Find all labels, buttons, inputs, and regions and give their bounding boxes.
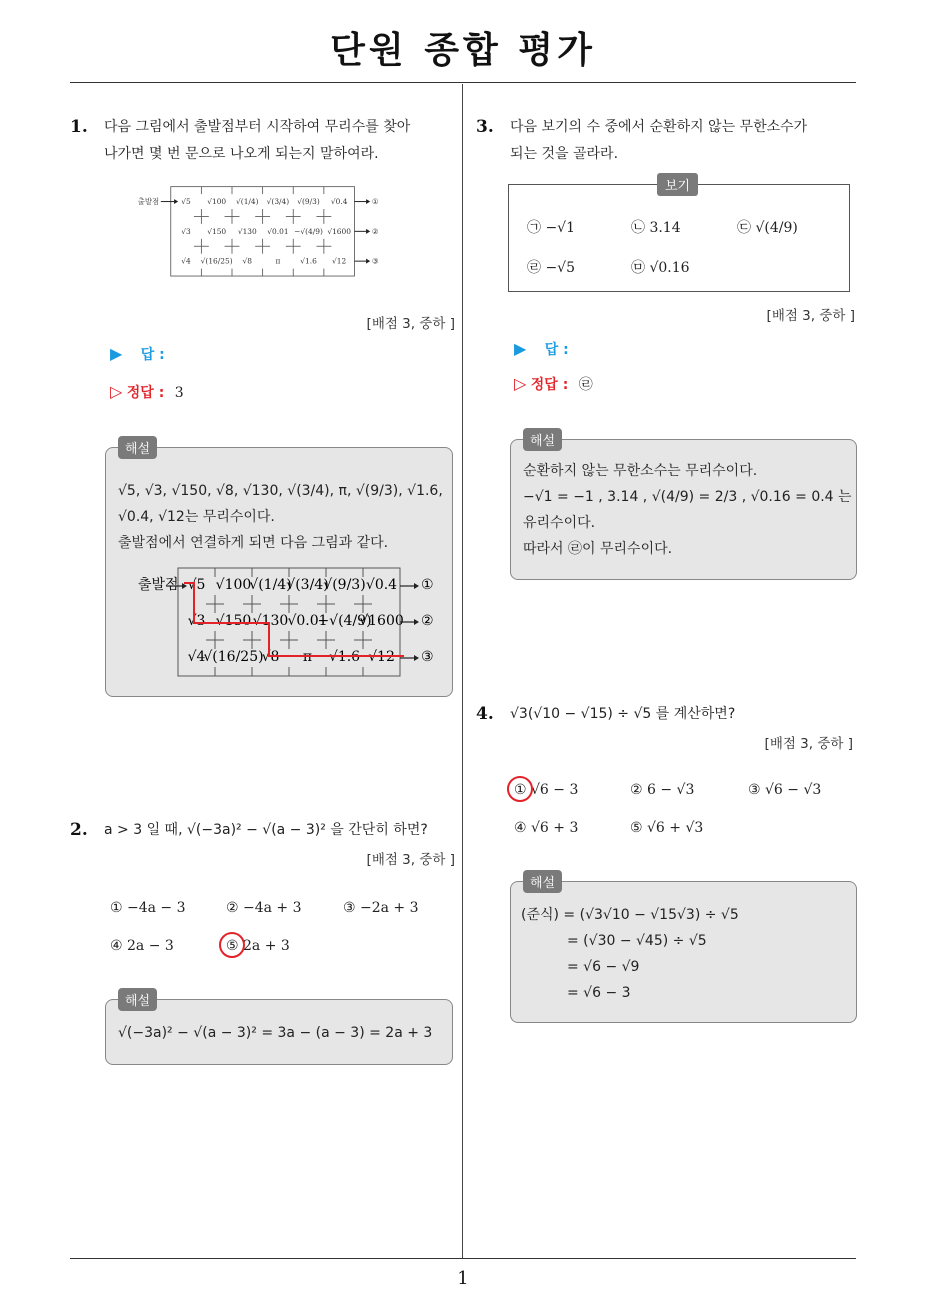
q3-bogi-5: ㉤ √0.16 bbox=[631, 260, 690, 276]
q3-expl-line1: 순환하지 않는 무한소수는 무리수이다. bbox=[523, 463, 758, 479]
q2-expl: √(−3a)² − √(a − 3)² = 3a − (a − 3) = 2a + 3 bbox=[118, 1025, 433, 1041]
q1-number: 1. bbox=[70, 117, 88, 137]
q4-choice-1[interactable]: ① √6 − 3 bbox=[514, 782, 579, 798]
q3-expl-line3: 유리수이다. bbox=[523, 515, 596, 531]
q3-bogi-box bbox=[508, 179, 850, 292]
maze-start-label: 출발점 bbox=[138, 577, 179, 593]
q2-choice-3[interactable]: ③ −2a + 3 bbox=[343, 900, 419, 916]
q2-choice-1[interactable]: ① −4a − 3 bbox=[110, 900, 186, 916]
q3-expl-line2: −√1 = −1 , 3.14 , √(4/9) = 2/3 , √0.16 = 0.4 는 bbox=[523, 489, 852, 505]
maze-cell: √4 bbox=[181, 256, 191, 266]
q2-choice-4[interactable]: ④ 2a − 3 bbox=[110, 938, 174, 954]
page-title: 단원 종합 평가 bbox=[330, 30, 596, 71]
q3-bogi-4: ㉣ −√5 bbox=[527, 260, 576, 276]
maze-cell: √12 bbox=[332, 256, 347, 266]
answer-arrow-icon: ▶ bbox=[514, 339, 527, 358]
q4-selected-circle bbox=[507, 776, 533, 802]
q1-meta: [배점 3, 중하 ] bbox=[366, 316, 455, 332]
q1-answer-label: 답 : bbox=[140, 347, 165, 363]
q4-choice-3[interactable]: ③ √6 − √3 bbox=[748, 782, 822, 798]
q4-meta: [배점 3, 중하 ] bbox=[764, 736, 853, 752]
q1-line2: 나가면 몇 번 문으로 나오게 되는지 말하여라. bbox=[104, 146, 379, 162]
q2-selected-circle bbox=[219, 932, 245, 958]
q1-expl-tag: 해설 bbox=[118, 436, 157, 459]
q3-text bbox=[510, 114, 860, 168]
q1-explanation-box bbox=[105, 442, 453, 697]
column-divider bbox=[462, 84, 463, 1258]
maze-cell: √0.4 bbox=[330, 197, 348, 207]
q4-choice-2[interactable]: ② 6 − √3 bbox=[630, 782, 695, 798]
q1-correct-row bbox=[110, 382, 184, 402]
maze-cell: √150 bbox=[207, 226, 227, 236]
answer-arrow-icon: ▶ bbox=[110, 344, 123, 363]
q3-line2: 되는 것을 골라라. bbox=[510, 146, 619, 162]
maze-exit-label: ① bbox=[371, 197, 379, 207]
q3-answer-label: 답 : bbox=[544, 342, 569, 358]
q1-expl-line1: √5, √3, √150, √8, √130, √(3/4), π, √(9/3), √1.6, bbox=[118, 483, 443, 499]
q4-explanation-box bbox=[510, 876, 857, 1023]
maze-cell: √3 bbox=[181, 226, 191, 236]
maze-cell: √(3/4) bbox=[266, 197, 290, 207]
maze-cell: √0.01 bbox=[267, 226, 289, 236]
maze-cell: √(16/25) bbox=[203, 649, 264, 665]
maze-cell: −√(4/9) bbox=[294, 226, 323, 236]
q2-number: 2. bbox=[70, 820, 88, 840]
q3-bogi-2: ㉡ 3.14 bbox=[631, 220, 681, 236]
maze-cell: √(1/4) bbox=[236, 197, 259, 207]
q4-number: 4. bbox=[476, 704, 494, 724]
q1-answer-row bbox=[110, 344, 165, 364]
q2-expl-tag: 해설 bbox=[118, 988, 157, 1011]
maze-cell: √5 bbox=[181, 197, 191, 207]
maze-cell: √130 bbox=[237, 226, 257, 236]
maze-cell: √4 bbox=[187, 649, 206, 665]
q3-bogi-tag: 보기 bbox=[657, 173, 698, 196]
maze-cell: √3 bbox=[187, 613, 206, 629]
q4-text: √3(√10 − √15) ÷ √5 를 계산하면? bbox=[510, 706, 736, 722]
maze-cell: √130 bbox=[252, 613, 289, 629]
maze-cell: √(1/4) bbox=[249, 577, 292, 593]
maze-exit-label: ① bbox=[421, 577, 434, 593]
q4-expl-tag: 해설 bbox=[523, 870, 562, 893]
q4-expl-line1: (준식) = (√3√10 − √15√3) ÷ √5 bbox=[521, 907, 739, 923]
q4-choice-5[interactable]: ⑤ √6 + √3 bbox=[630, 820, 704, 836]
maze-cell: √1600 bbox=[327, 226, 352, 236]
q1-correct-value: 3 bbox=[174, 385, 184, 401]
q3-bogi-1: ㉠ −√1 bbox=[527, 220, 576, 236]
q1-correct-label: 정답 : bbox=[126, 385, 165, 401]
q4-choice-4[interactable]: ④ √6 + 3 bbox=[514, 820, 579, 836]
maze-cell: √1.6 bbox=[328, 649, 361, 665]
q1-text bbox=[104, 114, 464, 168]
maze-cell: √(9/3) bbox=[323, 577, 366, 593]
maze-cell: −√(4/9) bbox=[317, 613, 372, 629]
maze-exit-label: ③ bbox=[421, 649, 434, 665]
q1-expl-line3: 출발점에서 연결하게 되면 다음 그림과 같다. bbox=[118, 535, 389, 551]
q2-text: a > 3 일 때, √(−3a)² − √(a − 3)² 을 간단히 하면? bbox=[104, 822, 428, 838]
q3-explanation-box bbox=[510, 434, 857, 580]
q4-expl-line4: = √6 − 3 bbox=[567, 985, 631, 1001]
q3-expl-line4: 따라서 ㉣이 무리수이다. bbox=[523, 541, 673, 557]
q4-expl-line3: = √6 − √9 bbox=[567, 959, 640, 975]
q3-correct-value: ㉣ bbox=[578, 377, 593, 393]
q4-expl-line2: = (√30 − √45) ÷ √5 bbox=[567, 933, 707, 949]
maze-exit-label: ③ bbox=[371, 256, 379, 266]
maze-cell: √(9/3) bbox=[297, 197, 320, 207]
q3-correct-row bbox=[514, 374, 593, 394]
maze-cell: √12 bbox=[368, 649, 395, 665]
q2-choice-2[interactable]: ② −4a + 3 bbox=[226, 900, 302, 916]
q3-correct-label: 정답 : bbox=[530, 377, 569, 393]
maze-cell: √8 bbox=[261, 649, 280, 665]
q3-bogi-3: ㉢ √(4/9) bbox=[737, 220, 798, 236]
bottom-rule bbox=[70, 1258, 856, 1259]
maze-exit-label: ② bbox=[421, 613, 434, 629]
maze-cell: √0.01 bbox=[287, 613, 328, 629]
q2-choice-5[interactable]: ⑤ 2a + 3 bbox=[226, 938, 290, 954]
maze-cell: √1.6 bbox=[300, 256, 317, 266]
maze-cell: √150 bbox=[215, 613, 252, 629]
q3-number: 3. bbox=[476, 117, 494, 137]
maze-cell: √(3/4) bbox=[286, 577, 329, 593]
page-number: 1 bbox=[457, 1268, 469, 1289]
q3-line1: 다음 보기의 수 중에서 순환하지 않는 무한소수가 bbox=[510, 119, 808, 135]
maze-start-label: 출발점 bbox=[137, 197, 160, 207]
maze-cell: √100 bbox=[215, 577, 252, 593]
maze-cell: √1600 bbox=[359, 613, 404, 629]
q3-expl-tag: 해설 bbox=[523, 428, 562, 451]
maze-cell: √100 bbox=[207, 197, 227, 207]
q2-explanation-box bbox=[105, 994, 453, 1065]
maze-cell: √0.4 bbox=[365, 577, 398, 593]
maze-cell: π bbox=[275, 256, 281, 266]
maze-exit-label: ② bbox=[371, 226, 379, 236]
q1-maze-solution-figure bbox=[136, 566, 434, 682]
maze-cell: √8 bbox=[242, 256, 253, 266]
maze-cell: √5 bbox=[187, 577, 206, 593]
q1-maze-figure bbox=[136, 176, 379, 290]
q1-expl-line2: √0.4, √12는 무리수이다. bbox=[118, 509, 275, 525]
maze-cell: √(16/25) bbox=[200, 256, 233, 266]
q3-meta: [배점 3, 중하 ] bbox=[766, 308, 855, 324]
correct-arrow-icon: ▷ bbox=[110, 382, 123, 401]
q3-answer-row bbox=[514, 339, 569, 359]
q1-line1: 다음 그림에서 출발점부터 시작하여 무리수를 찾아 bbox=[104, 119, 411, 135]
maze-cell: π bbox=[302, 649, 313, 665]
q2-meta: [배점 3, 중하 ] bbox=[366, 852, 455, 868]
top-rule bbox=[70, 82, 856, 83]
correct-arrow-icon: ▷ bbox=[514, 374, 527, 393]
